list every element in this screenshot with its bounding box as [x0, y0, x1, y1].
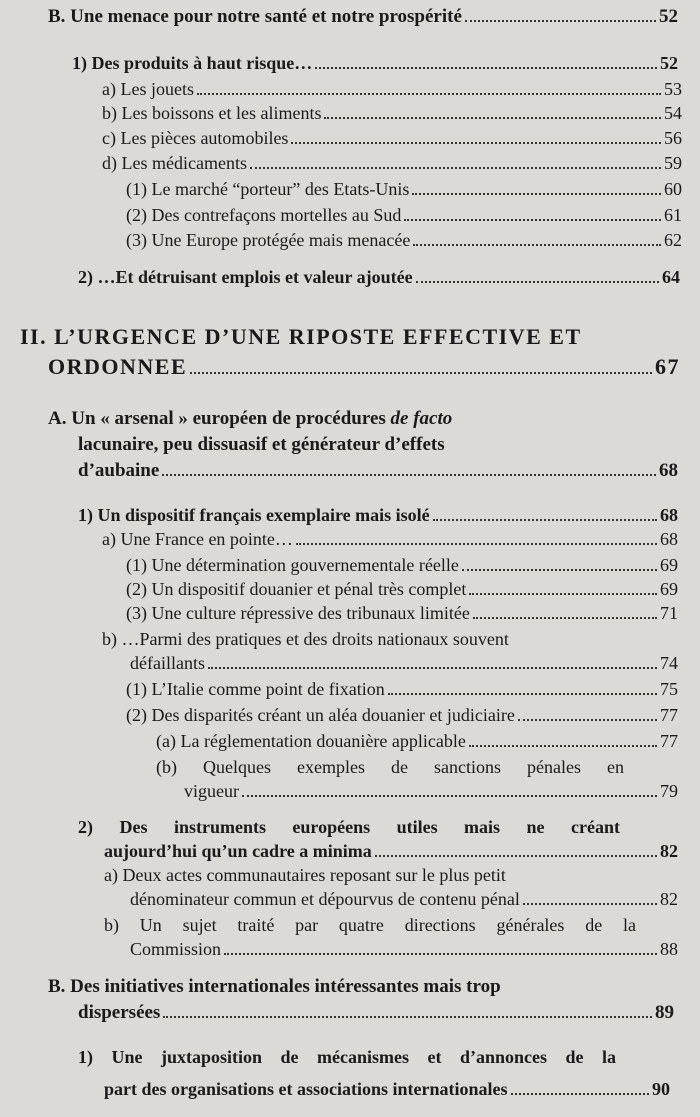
page-number: 54 — [664, 103, 682, 123]
page-number: 69 — [660, 579, 678, 599]
entry-title: a) Deux actes communautaires reposant sur le plus petit — [104, 865, 506, 885]
leader-dots — [375, 855, 657, 857]
leader-dots — [163, 1016, 652, 1018]
entry-title: b) Les boissons et les aliments — [102, 103, 322, 123]
leader-dots — [511, 1093, 649, 1095]
leader-dots — [469, 745, 657, 747]
page-number: 68 — [659, 460, 678, 481]
toc-entry-produits-risque — [72, 52, 678, 74]
leader-dots — [291, 142, 661, 144]
toc-entry-dispositif-douanier — [126, 578, 678, 600]
entry-title: (2) Des contrefaçons mortelles au Sud — [126, 205, 402, 225]
leader-dots — [416, 281, 659, 283]
leader-dots — [523, 903, 657, 905]
toc-entry-pratiques-line2 — [130, 652, 678, 674]
toc-entry-part-ii-line2 — [48, 354, 680, 380]
toc-entry-marche-porteur — [126, 178, 682, 200]
toc-entry-instruments-line1 — [78, 816, 620, 838]
page-number: 56 — [664, 128, 682, 148]
page-number: 82 — [660, 841, 678, 861]
toc-entry-medicaments — [102, 152, 682, 174]
toc-entry-france-pointe — [102, 528, 678, 550]
page-number: 67 — [655, 354, 680, 379]
leader-dots — [518, 719, 657, 721]
leader-dots — [296, 543, 657, 545]
entry-title: (1) L’Italie comme point de fixation — [126, 679, 385, 699]
entry-title: a) Une France en pointe… — [102, 529, 293, 549]
entry-title: d’aubaine — [78, 460, 160, 481]
leader-dots — [242, 795, 657, 797]
toc-entry-iib-line1 — [48, 976, 620, 998]
toc-entry-iia-line3 — [78, 460, 678, 482]
leader-dots — [197, 93, 661, 95]
page-number: 68 — [660, 529, 678, 549]
toc-entry-instruments-line2 — [104, 840, 678, 862]
page-number: 82 — [660, 889, 678, 909]
toc-entry-contrefacons-sud — [126, 204, 682, 226]
leader-dots — [190, 372, 652, 374]
entry-title: (a) La réglementation douanière applicable — [156, 731, 466, 751]
toc-entry-sujet-traite-line1 — [104, 914, 636, 936]
leader-dots — [469, 593, 657, 595]
entry-title: 1) Des produits à haut risque… — [72, 53, 313, 73]
page-number: 79 — [660, 781, 678, 801]
entry-title: b) …Parmi des pratiques et des droits nationaux souvent — [102, 629, 509, 649]
entry-title: (3) Une Europe protégée mais menacée — [126, 230, 411, 250]
entry-title: (1) Une détermination gouvernementale réelle — [126, 555, 459, 575]
entry-title: vigueur — [184, 781, 239, 801]
leader-dots — [413, 244, 661, 246]
toc-entry-culture-repressive — [126, 602, 678, 624]
entry-title: d) Les médicaments — [102, 153, 247, 173]
leader-dots — [433, 519, 657, 521]
toc-entry-deux-actes-line2 — [130, 888, 678, 910]
page-number: 52 — [660, 53, 678, 73]
entry-title: 1) Un dispositif français exemplaire mais isolé — [78, 505, 430, 525]
page-number: 88 — [660, 939, 678, 959]
entry-title: II. L’URGENCE D’UNE RIPOSTE EFFECTIVE ET — [20, 324, 582, 349]
entry-title: a) Les jouets — [102, 79, 194, 99]
entry-title: (3) Une culture répressive des tribunaux limitée — [126, 603, 470, 623]
leader-dots — [388, 693, 657, 695]
toc-entry-b-menace — [48, 6, 678, 28]
entry-title: 2) Des instruments européens utiles mais ne créant — [78, 817, 620, 837]
entry-title: aujourd’hui qu’un cadre a minima — [104, 841, 372, 861]
entry-title: c) Les pièces automobiles — [102, 128, 289, 148]
toc-entry-disparites — [126, 704, 678, 726]
toc-entry-sanctions-line1 — [156, 756, 624, 778]
page-number: 59 — [664, 153, 682, 173]
page-number: 62 — [664, 230, 682, 250]
page-number: 53 — [664, 79, 682, 99]
toc-entry-reglementation — [156, 730, 678, 752]
toc-entry-iia-line2 — [78, 434, 662, 456]
toc-entry-sanctions-line2 — [184, 780, 678, 802]
entry-title: (b) Quelques exemples de sanctions pénales en — [156, 757, 624, 777]
entry-title: dénominateur commun et dépourvus de contenu pénal — [130, 889, 520, 909]
leader-dots — [162, 474, 656, 476]
toc-entry-determination — [126, 554, 678, 576]
entry-title: B. Une menace pour notre santé et notre prospérité — [48, 6, 462, 27]
entry-title: (2) Un dispositif douanier et pénal très complet — [126, 579, 467, 599]
toc-entry-boissons — [102, 102, 682, 124]
toc-entry-iia-line1 — [48, 408, 662, 430]
page-number: 77 — [660, 705, 678, 725]
toc-entry-juxtaposition-line1 — [78, 1046, 616, 1068]
leader-dots — [462, 569, 657, 571]
leader-dots — [412, 193, 661, 195]
toc-entry-part-ii-line1 — [20, 324, 640, 350]
page-number: 61 — [664, 205, 682, 225]
entry-title: lacunaire, peu dissuasif et générateur d’effets — [78, 434, 445, 455]
toc-entry-deux-actes-line1 — [104, 864, 634, 886]
entry-title: défaillants — [130, 653, 205, 673]
page-number: 77 — [660, 731, 678, 751]
entry-title: Commission — [130, 939, 222, 959]
entry-title: (2) Des disparités créant un aléa douanier et judiciaire — [126, 705, 515, 725]
entry-title-text: A. Un « arsenal » européen de procédures — [48, 408, 391, 429]
toc-entry-iib-line2 — [78, 1002, 674, 1024]
toc-entry-pratiques-line1 — [102, 628, 640, 650]
entry-title: B. Des initiatives internationales intéressantes mais trop — [48, 976, 501, 997]
toc-entry-dispositif-francais — [78, 504, 678, 526]
page-number: 52 — [659, 6, 678, 27]
entry-title: 2) …Et détruisant emplois et valeur ajoutée — [78, 267, 413, 287]
toc-entry-sujet-traite-line2 — [130, 938, 678, 960]
toc-entry-destruisant-emplois — [78, 266, 680, 288]
entry-title: 1) Une juxtaposition de mécanismes et d’annonces de la — [78, 1047, 616, 1067]
leader-dots — [224, 953, 657, 955]
toc-entry-europe-protegee — [126, 229, 682, 251]
page-number: 89 — [655, 1002, 674, 1023]
leader-dots — [250, 167, 661, 169]
leader-dots — [465, 20, 656, 22]
page-number: 69 — [660, 555, 678, 575]
leader-dots — [315, 67, 657, 69]
toc-entry-jouets — [102, 78, 682, 100]
toc-entry-juxtaposition-line2 — [104, 1078, 670, 1100]
page-number: 90 — [652, 1079, 670, 1099]
entry-title: dispersées — [78, 1002, 161, 1023]
toc-entry-italie — [126, 678, 678, 700]
page-number: 68 — [660, 505, 678, 525]
leader-dots — [404, 219, 661, 221]
toc-entry-pieces-auto — [102, 127, 682, 149]
entry-title-italic: de facto — [390, 408, 453, 429]
entry-title: b) Un sujet traité par quatre directions générales de la — [104, 915, 636, 935]
leader-dots — [324, 117, 661, 119]
page-number: 60 — [664, 179, 682, 199]
page-number: 64 — [662, 267, 680, 287]
entry-title — [48, 408, 452, 430]
page-number: 71 — [660, 603, 678, 623]
leader-dots — [473, 617, 657, 619]
page-number: 75 — [660, 679, 678, 699]
entry-title: (1) Le marché “porteur” des Etats-Unis — [126, 179, 410, 199]
leader-dots — [208, 667, 657, 669]
page-number: 74 — [660, 653, 678, 673]
entry-title: part des organisations et associations internationales — [104, 1079, 508, 1099]
entry-title: ORDONNEE — [48, 354, 188, 379]
